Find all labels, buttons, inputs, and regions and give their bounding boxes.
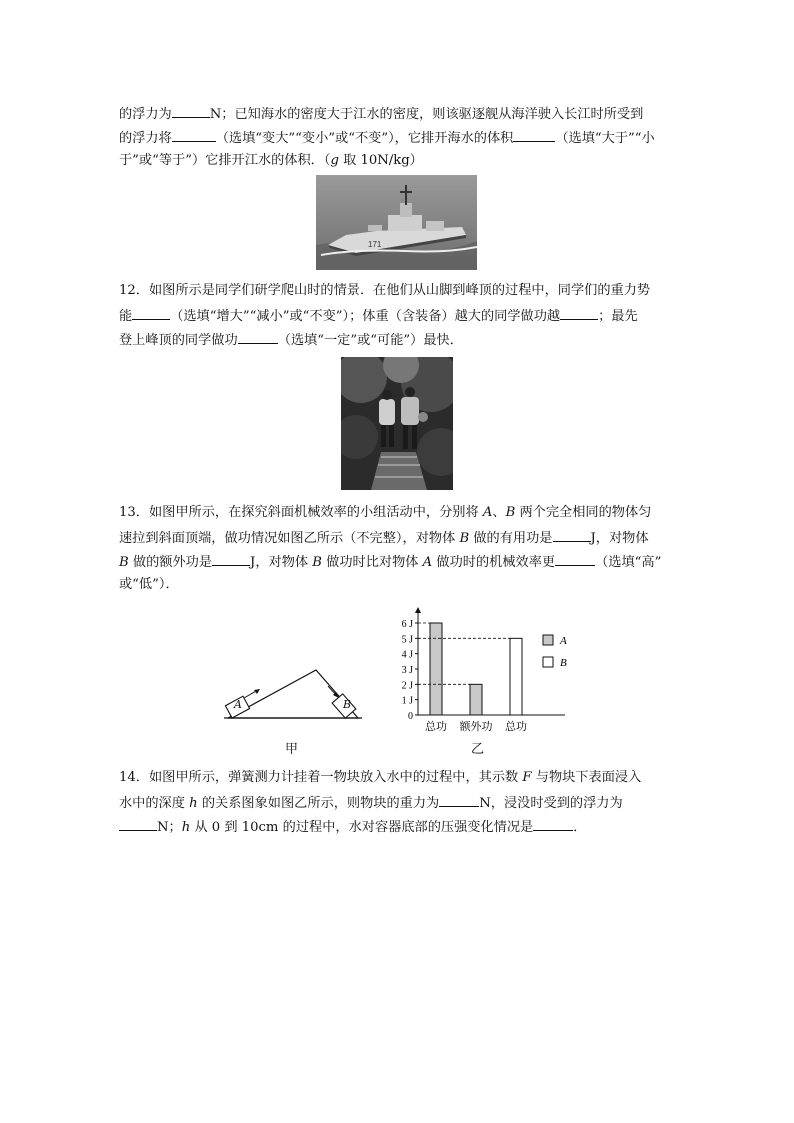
work-bar-chart bbox=[390, 605, 580, 735]
y-tick-label: 5 J bbox=[401, 634, 413, 646]
x-tick-label: 额外功 bbox=[459, 720, 493, 733]
destroyer-photo bbox=[316, 175, 477, 270]
q11-line-1: 的浮力为 N；已知海水的密度大于江水的密度，则该驱逐舰从海洋驶入长江时所受到 bbox=[119, 103, 643, 125]
y-tick-label: 0 bbox=[408, 711, 413, 722]
x-tick-label: 总功 bbox=[505, 720, 527, 733]
bar-A bbox=[470, 684, 482, 715]
q14-line-2: 水中的深度 h 的关系图象如图乙所示，则物块的重力为 N，浸没时受到的浮力为 bbox=[119, 792, 623, 814]
incline-diagram bbox=[224, 660, 364, 722]
q12-line-3: 登上峰顶的同学做功 （选填“一定”或“可能”）最快． bbox=[119, 329, 463, 351]
figure-jia-caption: 甲 bbox=[285, 742, 299, 757]
answer-blank[interactable] bbox=[513, 127, 555, 142]
answer-blank[interactable] bbox=[560, 305, 598, 320]
answer-blank[interactable] bbox=[439, 792, 479, 807]
q13-line-2: 速拉到斜面顶端，做功情况如图乙所示（不完整），对物体 B 做的有用功是 J，对物体 bbox=[119, 527, 649, 549]
legend-swatch-A bbox=[543, 635, 553, 645]
answer-blank[interactable] bbox=[238, 329, 278, 344]
q13-line-3: B 做的额外功是 J，对物体 B 做功时比对物体 A 做功时的机械效率更 （选填“高” bbox=[119, 551, 661, 573]
svg-text:171: 171 bbox=[368, 240, 382, 249]
bar-B bbox=[510, 638, 522, 715]
y-tick-label: 2 J bbox=[401, 680, 413, 692]
answer-blank[interactable] bbox=[172, 103, 210, 118]
answer-blank[interactable] bbox=[533, 816, 573, 831]
legend-label-B: B bbox=[560, 657, 567, 669]
q12-line-1: 12．如图所示是同学们研学爬山时的情景．在他们从山脚到峰顶的过程中，同学们的重力势 bbox=[119, 283, 651, 298]
y-tick-label: 3 J bbox=[401, 665, 413, 676]
answer-blank[interactable] bbox=[553, 527, 591, 542]
answer-blank[interactable] bbox=[119, 816, 157, 831]
answer-blank[interactable] bbox=[172, 127, 216, 142]
q11-line-3: 于”或“等于”）它排开江水的体积．（g 取 10N/kg） bbox=[119, 153, 423, 168]
legend-swatch-B bbox=[543, 657, 553, 667]
q12-line-2: 能 （选填“增大”“减小”或“不变”）；体重（含装备）越大的同学做功越 ；最先 bbox=[119, 305, 638, 327]
q13-line-4: 或“低”）． bbox=[119, 577, 179, 592]
answer-blank[interactable] bbox=[555, 551, 595, 566]
q13-line-1: 13．如图甲所示，在探究斜面机械效率的小组活动中，分别将 A、B 两个完全相同的物体匀 bbox=[119, 505, 652, 520]
y-tick-label: 1 J bbox=[401, 695, 413, 707]
label-b: B bbox=[343, 698, 352, 711]
x-tick-label: 总功 bbox=[425, 720, 447, 733]
answer-blank[interactable] bbox=[132, 305, 170, 320]
label-a: A bbox=[234, 698, 242, 711]
figure-yi-caption: 乙 bbox=[471, 742, 485, 757]
y-axis-arrow bbox=[415, 607, 421, 613]
hiking-photo bbox=[341, 357, 453, 490]
q14-line-3: N；h 从 0 到 10cm 的过程中，水对容器底部的压强变化情况是 ． bbox=[119, 816, 586, 838]
q14-line-1: 14．如图甲所示，弹簧测力计挂着一物块放入水中的过程中，其示数 F 与物块下表面浸入 bbox=[119, 770, 642, 785]
answer-blank[interactable] bbox=[212, 551, 250, 566]
bar-A bbox=[430, 623, 442, 715]
legend-label-A: A bbox=[560, 635, 567, 647]
y-tick-label: 4 J bbox=[401, 649, 413, 661]
q11-line-2: 的浮力将 （选填“变大”“变小”或“不变”），它排开海水的体积 （选填“大于”“小 bbox=[119, 127, 655, 149]
y-tick-label: 6 J bbox=[401, 619, 413, 630]
